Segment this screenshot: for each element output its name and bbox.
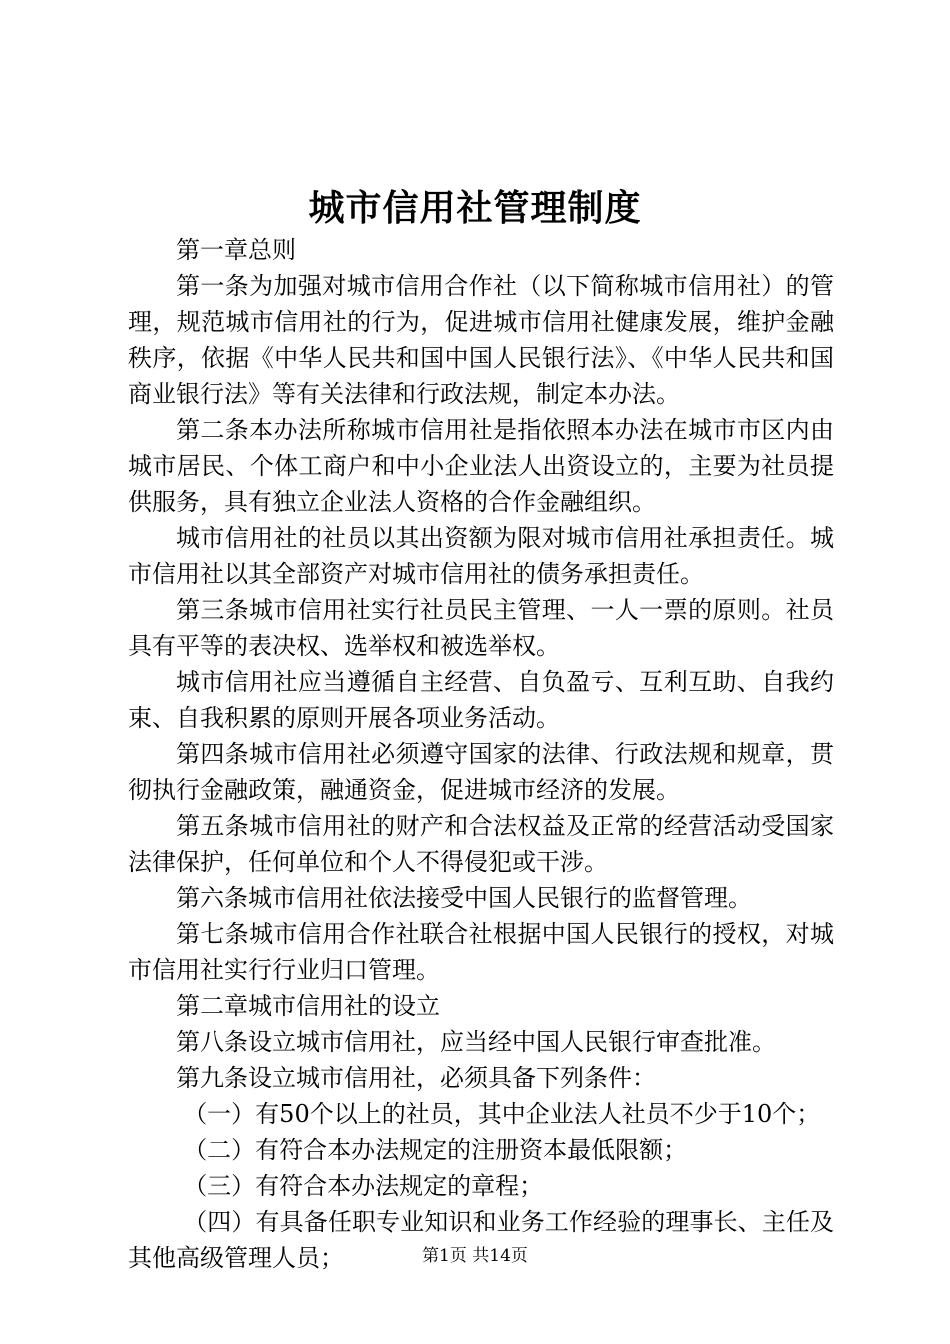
article-paragraph: 第三条城市信用社实行社员民主管理、一人一票的原则。社员具有平等的表决权、选举权和被选举权。 — [128, 596, 834, 660]
document-title: 城市信用社管理制度 — [308, 187, 642, 229]
article-paragraph: 第二条本办法所称城市信用社是指依照本办法在城市市区内由城市居民、个体工商户和中小企业法人出资设立的，主要为社员提供服务，具有独立企业法人资格的合作金融组织。 — [128, 416, 834, 516]
article-paragraph: 城市信用社的社员以其出资额为限对城市信用社承担责任。城市信用社以其全部资产对城市信用社的债务承担责任。 — [128, 524, 834, 588]
list-item: （一）有50个以上的社员，其中企业法人社员不少于10个； — [183, 1100, 821, 1128]
article-paragraph: 第一条为加强对城市信用合作社（以下简称城市信用社）的管理，规范城市信用社的行为，促进城市信用社健康发展，维护金融秩序，依据《中华人民共和国中国人民银行法》、《中华人民共和国商业银行法》等有关法律和行政法规，制定本办法。 — [128, 272, 834, 408]
article-paragraph: 城市信用社应当遵循自主经营、自负盈亏、互利互助、自我约束、自我积累的原则开展各项业务活动。 — [128, 668, 834, 732]
article-paragraph: 第四条城市信用社必须遵守国家的法律、行政法规和规章，贯彻执行金融政策，融通资金，促进城市经济的发展。 — [128, 740, 834, 804]
chapter-heading: 第一章总则 — [176, 236, 296, 264]
article-paragraph: 第九条设立城市信用社，必须具备下列条件： — [176, 1064, 656, 1092]
list-item: （三）有符合本办法规定的章程； — [183, 1172, 544, 1200]
page-total: 共14页 — [472, 1246, 528, 1266]
chapter-heading: 第二章城市信用社的设立 — [176, 992, 440, 1020]
page-number: 第1页 — [422, 1246, 467, 1266]
article-paragraph: 第五条城市信用社的财产和合法权益及正常的经营活动受国家法律保护，任何单位和个人不得侵犯或干涉。 — [128, 812, 834, 876]
list-item: （二）有符合本办法规定的注册资本最低限额； — [183, 1136, 688, 1164]
list-item: （四）有具备任职专业知识和业务工作经验的理事长、主任及其他高级管理人员； — [128, 1208, 834, 1272]
page-footer — [0, 1244, 950, 1268]
document-body — [128, 232, 834, 1276]
article-paragraph: 第八条设立城市信用社，应当经中国人民银行审查批准。 — [176, 1028, 776, 1056]
article-paragraph: 第六条城市信用社依法接受中国人民银行的监督管理。 — [176, 884, 752, 912]
article-paragraph: 第七条城市信用合作社联合社根据中国人民银行的授权，对城市信用社实行行业归口管理。 — [128, 920, 834, 984]
